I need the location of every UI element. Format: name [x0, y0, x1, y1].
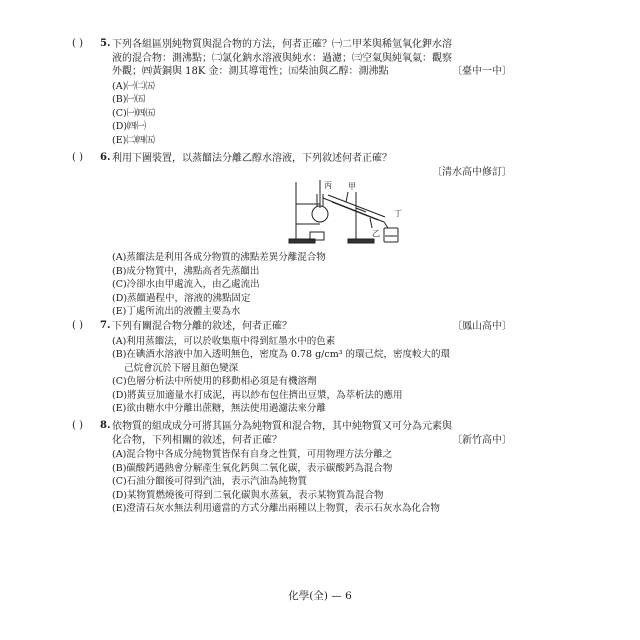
- stem-line: 下列有關混合物分離的敘述，何者正確？: [112, 321, 292, 332]
- label-yi: 乙: [372, 229, 380, 238]
- options-list: [112, 251, 512, 319]
- question-number: 8.: [100, 420, 111, 431]
- option-b[interactable]: (B)㈠㈤: [112, 94, 146, 105]
- option-a[interactable]: (A)混合物中各成分純物質皆保有自身之性質，可用物理方法分離之: [112, 449, 393, 460]
- distillation-apparatus-figure: [286, 178, 416, 246]
- option-a[interactable]: (A)利用蒸餾法，可以於收集瓶中得到紅墨水中的色素: [112, 335, 336, 347]
- stem-line: 依物質的組成成分可將其區分為純物質和混合物，其中純物質又可分為元素與: [112, 421, 452, 432]
- option-d[interactable]: (D)某物質燃燒後可得到二氧化碳與水蒸氣，表示某物質為混合物: [112, 489, 384, 501]
- option-c[interactable]: (C)石油分餾後可得到汽油，表示汽油為純物質: [112, 476, 308, 487]
- option-a[interactable]: (A)蒸餾法是利用各成分物質的沸點差異分離混合物: [112, 252, 326, 263]
- question-8: [72, 420, 512, 516]
- question-stem: [112, 320, 512, 334]
- question-source: 〔臺中一中〕: [452, 66, 512, 77]
- option-c[interactable]: (C)色層分析法中所使用的移動相必須是有機溶劑: [112, 376, 317, 387]
- answer-bracket: ( ): [72, 320, 83, 331]
- stem-line: 利用下圖裝置，以蒸餾法分離乙醇水溶液，下列敘述何者正確？: [112, 153, 392, 164]
- stem-line: 化合物，下列相關的敘述，何者正確？ 〔新竹高中〕: [112, 434, 512, 446]
- question-stem: [112, 420, 512, 447]
- question-stem: [112, 152, 512, 179]
- option-b[interactable]: (B)在碘酒水溶液中加入透明無色，密度為 0.78 g/cm³ 的環己烷，密度較大的環: [112, 349, 451, 360]
- option-b[interactable]: (B)碳酸鈣遇熱會分解產生氧化鈣與二氧化碳，表示碳酸鈣為混合物: [112, 462, 393, 474]
- option-e[interactable]: (E)澄清石灰水無法利用適當的方式分離出兩種以上物質，表示石灰水為化合物: [112, 503, 440, 514]
- stem-line: 液的混合物：測沸點；㈡氯化鈉水溶液與純水：過濾；㈢空氣與純氧氣：觀察: [112, 52, 452, 64]
- options-list: [112, 335, 512, 416]
- question-number: 5.: [100, 38, 111, 49]
- option-e[interactable]: (E)㈡㈣㈤: [112, 134, 155, 146]
- question-stem: [112, 38, 512, 79]
- answer-bracket: ( ): [72, 152, 83, 163]
- question-source: 〔清水高中修訂〕: [432, 166, 512, 178]
- option-d[interactable]: (D)將黃豆加適量水打成泥，再以紗布包住擠出豆漿，為萃析法的應用: [112, 389, 403, 401]
- question-source: 〔鳳山高中〕: [452, 321, 512, 332]
- label-jia: 甲: [348, 182, 356, 191]
- option-c[interactable]: (C)冷卻水由甲處流入，由乙處流出: [112, 279, 260, 290]
- stem-line: 下列各組區別純物質與混合物的方法，何者正確？㈠二甲苯與稀氫氧化鉀水溶: [112, 39, 452, 50]
- question-6-options: [112, 250, 512, 319]
- question-7: [72, 320, 512, 416]
- option-d[interactable]: (D)蒸餾過程中，溶液的沸點固定: [112, 292, 251, 304]
- option-b-cont: 己烷會沉於下層且顏色變深: [112, 362, 239, 374]
- page-footer: 化學(全) — 6: [288, 590, 352, 602]
- options-list: [112, 448, 512, 516]
- label-ding: 丁: [394, 209, 402, 218]
- options-list: [112, 80, 512, 148]
- option-d[interactable]: (D)㈣㈠: [112, 121, 147, 132]
- question-number: 7.: [100, 320, 111, 331]
- option-e[interactable]: (E)欲由糖水中分離出蔗糖，無法使用過濾法來分離: [112, 403, 326, 414]
- question-number: 6.: [100, 152, 111, 163]
- option-a[interactable]: (A)㈠㈡㈤: [112, 80, 155, 92]
- option-e[interactable]: (E)丁處所流出的液體主要為水: [112, 306, 241, 317]
- answer-bracket: ( ): [72, 420, 83, 431]
- question-source: 〔新竹高中〕: [452, 434, 512, 446]
- answer-bracket: ( ): [72, 38, 83, 49]
- stem-line: 外觀；㈣黃銅與 18K 金：測其導電性；㈤柴油與乙醇：測沸點 〔臺中一中〕: [112, 66, 512, 77]
- option-b[interactable]: (B)成分物質中，沸點高者先蒸餾出: [112, 265, 260, 277]
- question-5: [72, 38, 512, 147]
- option-c[interactable]: (C)㈠㈣㈤: [112, 107, 156, 119]
- label-bing: 丙: [324, 181, 332, 190]
- question-6: [72, 152, 512, 179]
